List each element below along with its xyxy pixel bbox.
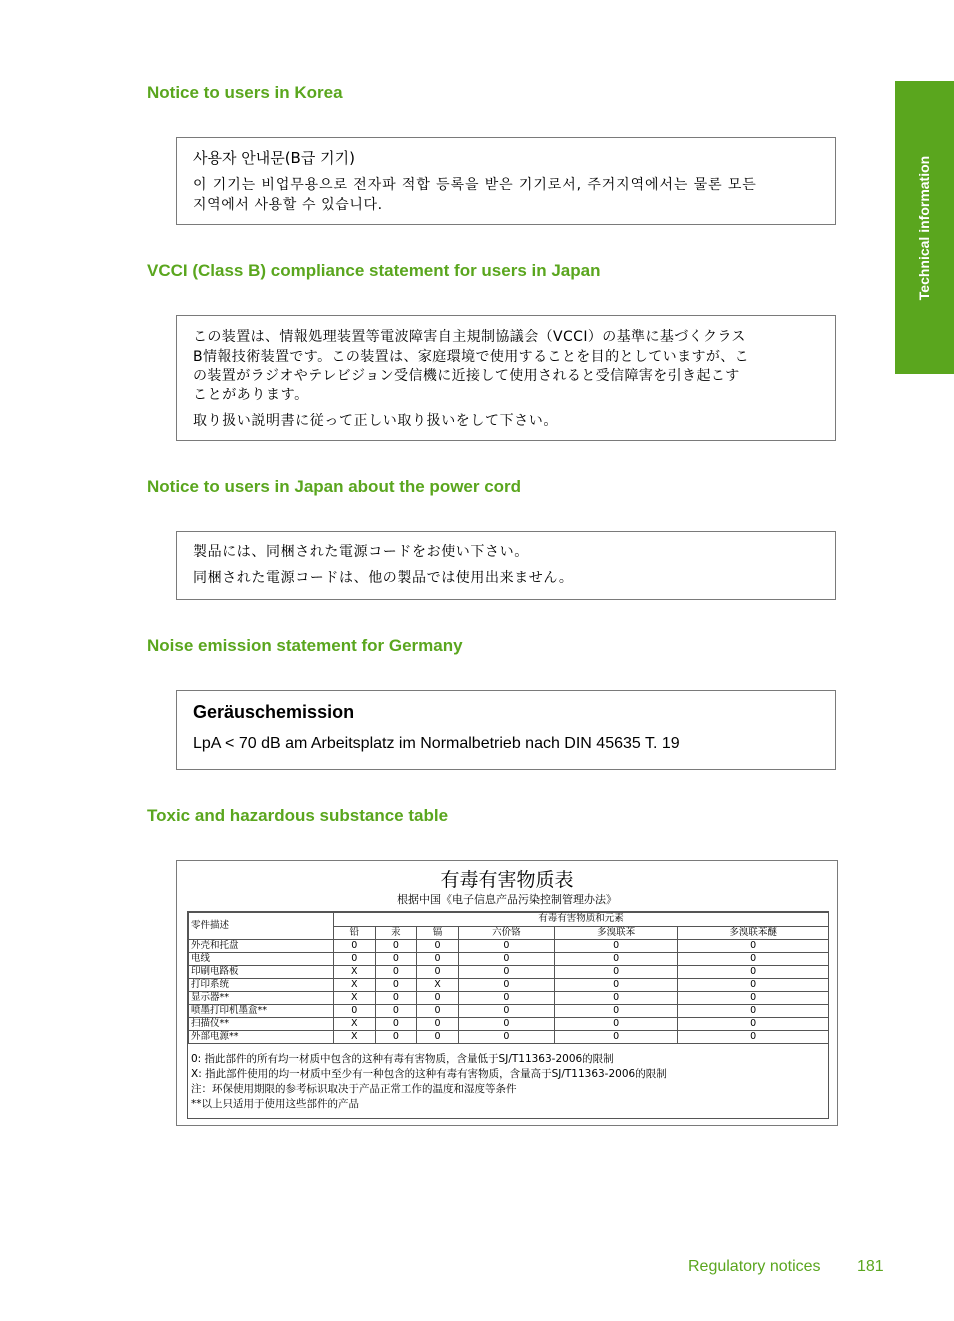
heading-power-cord: Notice to users in Japan about the power cord (147, 477, 522, 496)
value-cell: 0 (458, 953, 554, 966)
value-cell: 0 (554, 966, 677, 979)
value-cell: 0 (554, 1005, 677, 1018)
value-cell: 0 (334, 940, 376, 953)
germany-notice-text: LpA < 70 dB am Arbeitsplatz im Normalbetrieb nach DIN 45635 T. 19 (193, 735, 680, 752)
value-cell: 0 (417, 1005, 459, 1018)
power-cord-line-1: 製品には、同梱された電源コードをお使い下さい。 (193, 544, 529, 560)
part-column-header: 零件描述 (189, 913, 334, 940)
value-cell: 0 (417, 953, 459, 966)
column-header: 镉 (417, 926, 459, 940)
heading-toxic-table: Toxic and hazardous substance table (147, 806, 449, 825)
vcci-notice-box (176, 315, 836, 441)
table-note: **以上只适用于使用这些部件的产品 (191, 1098, 359, 1110)
value-cell: 0 (458, 966, 554, 979)
vcci-line-3: の装置がラジオやテレビジョン受信機に近接して使用されると受信障害を引き起こす (193, 368, 740, 384)
value-cell: 0 (375, 1018, 417, 1031)
value-cell: 0 (554, 953, 677, 966)
korea-notice-title: 사용자 안내문(B급 기기) (193, 149, 355, 167)
substance-group-header: 有毒有害物质和元素 (334, 913, 829, 927)
value-cell: 0 (375, 940, 417, 953)
value-cell: 0 (554, 940, 677, 953)
vcci-line-5: 取り扱い説明書に従って正しい取り扱いをして下さい。 (193, 413, 558, 429)
substance-table (188, 912, 829, 1044)
toxic-table-inner (187, 911, 829, 1119)
table-row (189, 1031, 829, 1044)
value-cell: 0 (334, 953, 376, 966)
table-note: 注：环保使用期限的参考标识取决于产品正常工作的温度和湿度等条件 (191, 1083, 517, 1095)
part-cell: 扫描仪** (189, 1018, 334, 1031)
heading-korea: Notice to users in Korea (147, 83, 343, 102)
value-cell: 0 (375, 1031, 417, 1044)
value-cell: 0 (678, 953, 829, 966)
part-cell: 电线 (189, 953, 334, 966)
value-cell: 0 (458, 1018, 554, 1031)
value-cell: 0 (417, 1031, 459, 1044)
value-cell: X (334, 1018, 376, 1031)
column-header: 多溴联苯醚 (678, 926, 829, 940)
value-cell: 0 (678, 992, 829, 1005)
germany-notice-title: Geräuschemission (193, 702, 355, 722)
value-cell: 0 (458, 940, 554, 953)
value-cell: 0 (678, 1005, 829, 1018)
value-cell: X (334, 966, 376, 979)
korea-notice-line-1: 이 기기는 비업무용으로 전자파 적합 등록을 받은 기기로서, 주거지역에서는 물론 모든 (193, 177, 757, 193)
value-cell: 0 (458, 992, 554, 1005)
korea-notice-line-2: 지역에서 사용할 수 있습니다. (193, 197, 383, 213)
column-header: 汞 (375, 926, 417, 940)
table-note: X: 指此部件使用的均一材质中至少有一种包含的这种有毒有害物质，含量高于SJ/T11363-2006的限制 (191, 1068, 667, 1080)
value-cell: 0 (678, 1018, 829, 1031)
value-cell: 0 (375, 1005, 417, 1018)
heading-germany: Noise emission statement for Germany (147, 636, 463, 655)
table-row (189, 1005, 829, 1018)
value-cell: 0 (417, 966, 459, 979)
table-row (189, 1018, 829, 1031)
value-cell: 0 (554, 1031, 677, 1044)
value-cell: 0 (375, 992, 417, 1005)
value-cell: 0 (417, 940, 459, 953)
table-notes (191, 1052, 667, 1112)
column-header: 铅 (334, 926, 376, 940)
value-cell: 0 (554, 979, 677, 992)
value-cell: 0 (458, 1031, 554, 1044)
part-cell: 打印系统 (189, 979, 334, 992)
table-row (189, 966, 829, 979)
column-header: 多溴联苯 (554, 926, 677, 940)
vcci-line-1: この装置は、情報処理装置等電波障害自主規制協議会（VCCI）の基準に基づくクラス (193, 329, 746, 345)
value-cell: 0 (458, 1005, 554, 1018)
heading-vcci: VCCI (Class B) compliance statement for users in Japan (147, 261, 601, 280)
value-cell: 0 (375, 979, 417, 992)
value-cell: 0 (417, 1018, 459, 1031)
table-header-row (189, 913, 829, 927)
value-cell: X (334, 979, 376, 992)
part-cell: 外壳和托盘 (189, 940, 334, 953)
value-cell: X (334, 992, 376, 1005)
footer-section-label: Regulatory notices (688, 1258, 821, 1275)
vcci-line-2: B情報技術装置です。この装置は、家庭環境で使用することを目的としていますが、こ (193, 349, 750, 365)
germany-notice-box (176, 690, 836, 770)
power-cord-line-2: 同梱された電源コードは、他の製品では使用出来ません。 (193, 570, 574, 586)
table-note: 0: 指此部件的所有均一材质中包含的这种有毒有害物质，含量低于SJ/T11363-2006的限制 (191, 1053, 614, 1065)
table-row (189, 940, 829, 953)
column-header: 六价铬 (458, 926, 554, 940)
value-cell: 0 (417, 992, 459, 1005)
toxic-table-box (176, 860, 838, 1126)
value-cell: X (417, 979, 459, 992)
value-cell: 0 (375, 953, 417, 966)
value-cell: 0 (554, 1018, 677, 1031)
value-cell: 0 (678, 979, 829, 992)
power-cord-notice-box (176, 531, 836, 600)
side-tab-label: Technical information (916, 155, 933, 300)
value-cell: 0 (678, 966, 829, 979)
toxic-table-title: 有毒有害物质表 (440, 869, 574, 891)
table-row (189, 953, 829, 966)
part-cell: 显示器** (189, 992, 334, 1005)
value-cell: 0 (458, 979, 554, 992)
value-cell: X (334, 1031, 376, 1044)
part-cell: 喷墨打印机墨盒** (189, 1005, 334, 1018)
table-row (189, 979, 829, 992)
part-cell: 印刷电路板 (189, 966, 334, 979)
side-tab (895, 81, 954, 374)
table-row (189, 992, 829, 1005)
value-cell: 0 (554, 992, 677, 1005)
value-cell: 0 (678, 1031, 829, 1044)
value-cell: 0 (334, 1005, 376, 1018)
korea-notice-box (176, 137, 836, 225)
part-cell: 外部电源** (189, 1031, 334, 1044)
value-cell: 0 (678, 940, 829, 953)
vcci-line-4: ことがあります。 (193, 387, 309, 403)
toxic-table-subtitle: 根据中国《电子信息产品污染控制管理办法》 (397, 893, 617, 906)
value-cell: 0 (375, 966, 417, 979)
footer-page-number: 181 (857, 1258, 884, 1275)
